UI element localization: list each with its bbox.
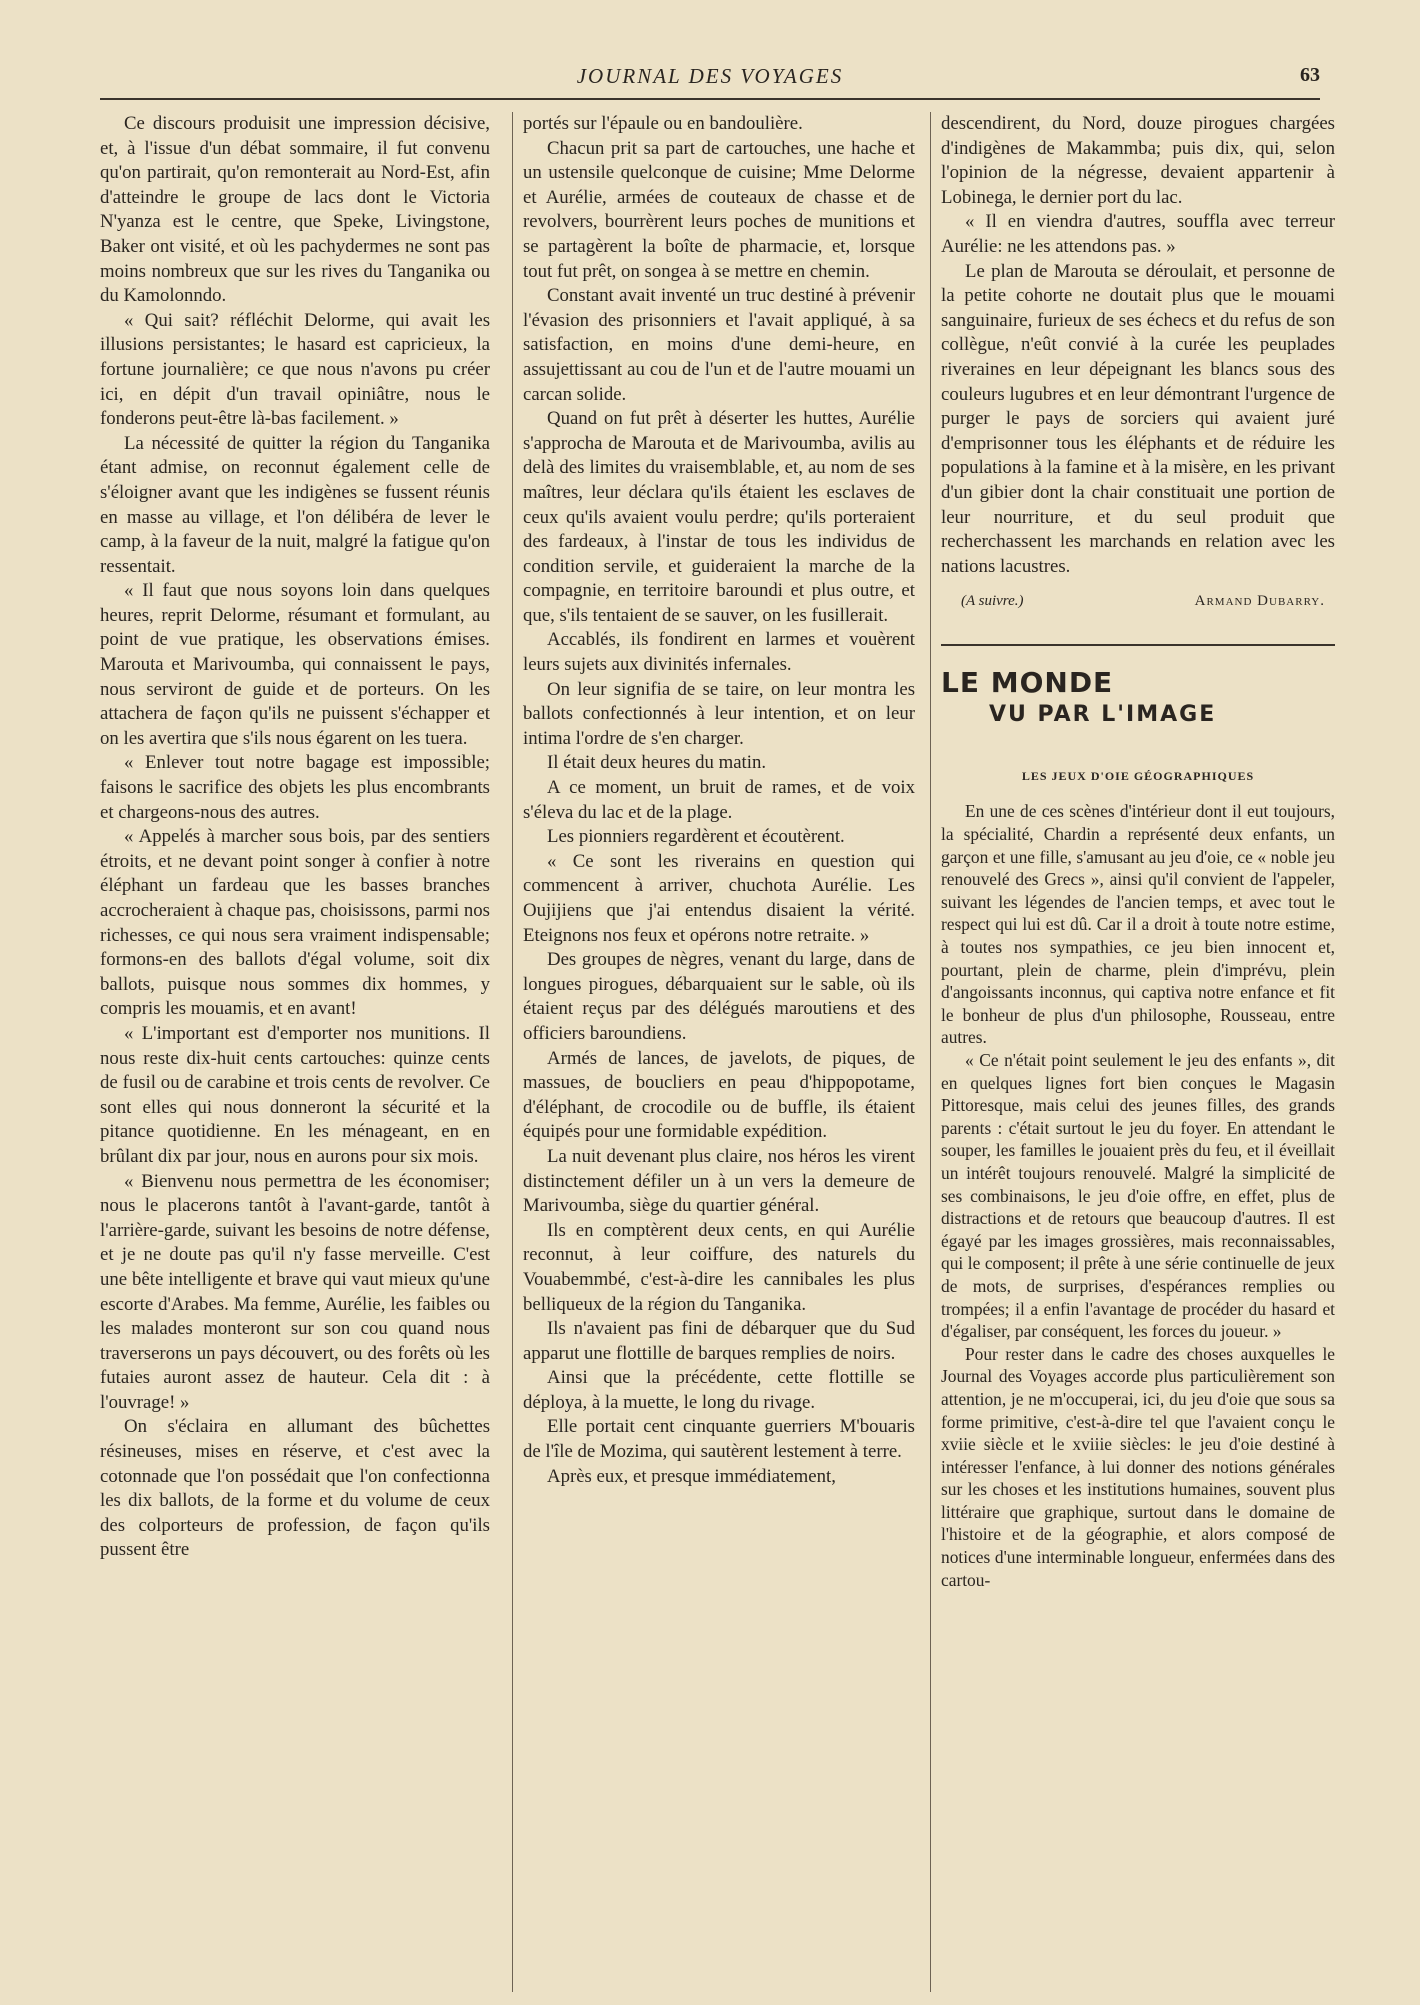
article-heading: LES JEUX D'OIE GÉOGRAPHIQUES <box>1021 768 1255 783</box>
paragraph: Quand on fut prêt à déserter les huttes, Aurélie s'approcha de Marouta et de Marivoumba, avilis au delà des limites du vraisemblable, et, au nom de ses maîtres, leur déclara qu'ils étaient les esclaves de ceux qu'ils avaient voulu perdre; qu'ils porteraient des fardeaux, à l'instar de tous les individus de condition servile, et guideraient la marche de la compagnie, en territoire baroundi et plus outre, et que, s'ils tentaient de se sauver, on les fusillerait. <box>523 408 915 626</box>
paragraph: La nuit devenant plus claire, nos héros les virent distinctement défiler un à un vers la demeure de Marivoumba, siège du quartier général. <box>523 1145 915 1217</box>
paragraph: En une de ces scènes d'intérieur dont il eut toujours, la spécialité, Chardin a représenté deux enfants, un garçon et une fille, s'amusant au jeu d'oie, ce « noble jeu renouvelé des Grecs », ainsi qu'il convient de l'appeler, suivant les légendes de l'ancien temps, et avec tout le respect qui lui est dû. Car il a droit à toute notre estime, à toutes nos sympathies, ce jeu bien innocent et, pourtant, plein de charme, plein d'imprévu, plein d'angoissants inconnus, qui captiva notre enfance et fit le bonheur de plus d'un philosophe, Rousseau, entre autres. <box>941 801 1335 1048</box>
paragraph: Ils n'avaient pas fini de débarquer que du Sud apparut une flottille de barques remplies de noirs. <box>523 1318 915 1364</box>
section-divider <box>941 644 1335 646</box>
paragraph: « Appelés à marcher sous bois, par des sentiers étroits, et ne devant point songer à confier à notre éléphant un fardeau que les basses branches accrocheraient à chaque pas, choisissons, parmi nos richesses, ce qui nous sera vraiment indispensable; formons-en des ballots d'égal volume, soit dix ballots, puisque nous sommes dix hommes, y compris les mouamis, et en avant! <box>100 826 490 1020</box>
paragraph: Des groupes de nègres, venant du large, dans de longues pirogues, débarquaient sur le sable, où ils étaient reçus par des délégués maroutiens et des officiers baroundiens. <box>523 949 915 1044</box>
paragraph: Elle portait cent cinquante guerriers M'bouaris de l'île de Mozima, qui sautèrent lestement à terre. <box>523 1416 915 1463</box>
paragraph: « L'important est d'emporter nos munitions. Il nous reste dix-huit cents cartouches: quinze cents de fusil ou de carabine et trois cents de revolver. Ce sont elles qui nous donneront la sécurité et la pitance quotidienne. En les ménageant, en en brûlant dix par jour, nous en aurons pour six mois. <box>100 1022 490 1167</box>
column-3 <box>930 112 1335 1992</box>
paragraph: « Qui sait? réfléchit Delorme, qui avait les illusions persistantes; le hasard est capricieux, la fortune journalière; ce que nous n'avons pu créer ici, en dépit d'un travail opiniâtre, nous le fonderons peut-être là-bas facilement. » <box>100 309 490 430</box>
column-1 <box>100 112 490 1992</box>
paragraph: Après eux, et presque immédiatement, <box>547 1465 836 1487</box>
page-header <box>100 62 1320 100</box>
paragraph: « Enlever tout notre bagage est impossible; faisons le sacrifice des objets les plus encombrants et chargeons-nous des autres. <box>100 752 490 823</box>
article-body <box>941 800 1335 1591</box>
paragraph: Ils en comptèrent deux cents, en qui Aurélie reconnut, à leur coiffure, des naturels du Vouabemmbé, c'est-à-dire les cannibales les plus belliqueux de la région du Tanganika. <box>523 1219 915 1315</box>
paragraph: On s'éclaira en allumant des bûchettes résineuses, mises en réserve, et c'est avec la cotonnade que l'on possédait que l'on confectionna les dix ballots, de la forme et du volume de ceux des colporteurs de profession, de façon qu'ils pussent être <box>100 1416 490 1561</box>
running-title: JOURNAL DES VOYAGES <box>576 64 844 88</box>
paragraph: « Ce sont les riverains en question qui commencent à arriver, chuchota Aurélie. Les Oujijiens que j'ai entendus disaient la vérité. Eteignons nos feux et opérons notre retraite. » <box>523 850 915 946</box>
paragraph: « Il en viendra d'autres, souffla avec terreur Aurélie: ne les attendons pas. » <box>941 211 1335 257</box>
paragraph: Il était deux heures du matin. <box>547 752 767 774</box>
paragraph: Ainsi que la précédente, cette flottille se déploya, à la muette, le long du rivage. <box>523 1367 915 1413</box>
paragraph: descendirent, du Nord, douze pirogues chargées d'indigènes de Makammba; puis dix, qui, selon l'opinion de la négresse, devaient appartenir à Lobinega, le dernier port du lac. <box>941 113 1335 208</box>
section-subtitle: VU PAR L'IMAGE <box>989 701 1217 727</box>
story-signoff <box>941 589 1335 614</box>
paragraph: On leur signifia de se taire, on leur montra les ballots confectionnés à leur intention, et on leur intima l'ordre de s'en charger. <box>523 678 915 749</box>
paragraph: A ce moment, un bruit de rames, et de voix s'éleva du lac et de la plage. <box>523 777 915 823</box>
paragraph: Ce discours produisit une impression décisive, et, à l'issue d'un débat sommaire, il fut convenu qu'on partirait, qu'on remonterait au Nord-Est, afin d'atteindre le groupe de lacs dont le Victoria N'yanza est le centre, que Speke, Livingstone, Baker ont visité, et où les pachydermes ne sont pas moins nombreux que sur les rives du Tanganika ou du Kamolonndo. <box>100 113 490 307</box>
author-name: Armand Dubarry. <box>1194 593 1325 610</box>
paragraph: Les pionniers regardèrent et écoutèrent. <box>547 826 845 848</box>
paragraph: Constant avait inventé un truc destiné à prévenir l'évasion des prisonniers et l'avait appliqué, à sa satisfaction, en moins d'une demi-heure, en assujettissant au cou de l'un et de l'autre mouami un carcan solide. <box>523 285 915 405</box>
paragraph: Armés de lances, de javelots, de piques, de massues, de boucliers en peau d'hippopotame, d'éléphant, de crocodile ou de buffle, ils étaient équipés pour une formidable expédition. <box>523 1047 915 1143</box>
page-number: 63 <box>1300 64 1320 86</box>
paragraph: « Ce n'était point seulement le jeu des enfants », dit en quelques lignes fort bien conçues le Magasin Pittoresque, mais celui des jeunes filles, des grands parents : c'était surtout le jeu du foyer. En attendant le souper, les familles le jouaient près du feu, et il éveillait un intérêt toujours renouvelé. Malgré la simplicité de ses combinaisons, le jeu d'oie offre, en effet, plus de distractions et de retours que beaucoup d'autres. Il est égayé par les images grossières, mais reconnaissables, qui le composent; il prête à une série continuelle de jeux de mots, de surprises, d'espérances remplies ou trompées; il a enfin l'avantage de procéder du hasard et d'égaliser, par conséquent, les forces du joueur. » <box>941 1050 1335 1342</box>
paragraph: Pour rester dans le cadre des choses auxquelles le Journal des Voyages accorde plus particulièrement son attention, je ne m'occuperai, ici, du jeu d'oie que sous sa forme primitive, c'est-à-dire tel que l'avaient conçu le xviie siècle et le xviiie siècles: le jeu d'oie destiné à intéresser l'enfance, à lui donner des notions générales sur les choses et les institutions humaines, souvent plus littéraire que graphique, surtout dans le domaine de l'histoire et de la géographie, et alors composé de notices d'une interminable longueur, enfermées dans des cartou- <box>941 1343 1335 1590</box>
paragraph: « Il faut que nous soyons loin dans quelques heures, reprit Delorme, résumant et formulant, au point de vue pratique, les observations émises. Marouta et Marivoumba, qui connaissent le pays, nous serviront de guide et de porteurs. On les attachera de façon qu'ils ne puissent s'échapper et on les avertira que s'ils nous égarent on les tuera. <box>100 580 490 749</box>
to-be-continued: (A suivre.) <box>961 593 1024 610</box>
section-title: LE MONDE <box>941 665 1114 699</box>
paragraph: « Bienvenu nous permettra de les économiser; nous le placerons tantôt à l'avant-garde, tantôt à l'arrière-garde, suivant les besoins de notre défense, et je ne doute pas qu'il n'y fasse merveille. C'est une bête intelligente et brave qui vaut mieux qu'une escorte d'Arabes. Ma femme, Aurélie, les faibles ou les malades monteront sur son cou quand nous traverserons un pays découvert, ou des forêts où les futaies auront assez de hauteur. Cela dit : à l'ouvrage! » <box>100 1170 490 1413</box>
paragraph: Accablés, ils fondirent en larmes et vouèrent leurs sujets aux divinités infernales. <box>523 629 915 676</box>
column-2 <box>512 112 915 1992</box>
paragraph: portés sur l'épaule ou en bandoulière. <box>523 113 803 134</box>
paragraph: Le plan de Marouta se déroulait, et personne de la petite cohorte ne doutait plus que le mouami sanguinaire, furieux de ses échecs et du refus de son collègue, n'eût convié à la curée les peuplades riveraines en leur dépeignant les blancs sous des couleurs lugubres et en leur démontrant l'urgence de purger le pays de sorciers qui avaient juré d'emprisonner tous les éléphants et de réduire les populations à la famine et à la misère, en les privant d'un gibier dont la chair constituait une portion de leur nourriture, et du seul produit que recherchassent les marchands en relation avec les nations lacustres. <box>941 260 1335 577</box>
paragraph: La nécessité de quitter la région du Tanganika étant admise, on reconnut également celle de s'éloigner avant que les indigènes se fussent réunis en masse au village, et l'on délibéra de lever le camp, à la faveur de la nuit, malgré la fatigue qu'on ressentait. <box>100 432 490 577</box>
paragraph: Chacun prit sa part de cartouches, une hache et un ustensile quelconque de cuisine; Mme Delorme et Aurélie, armées de couteaux de chasse et de revolvers, bourrèrent leurs poches de munitions et se partagèrent la boîte de pharmacie, et, lorsque tout fut prêt, on songea à se mettre en chemin. <box>523 137 915 282</box>
